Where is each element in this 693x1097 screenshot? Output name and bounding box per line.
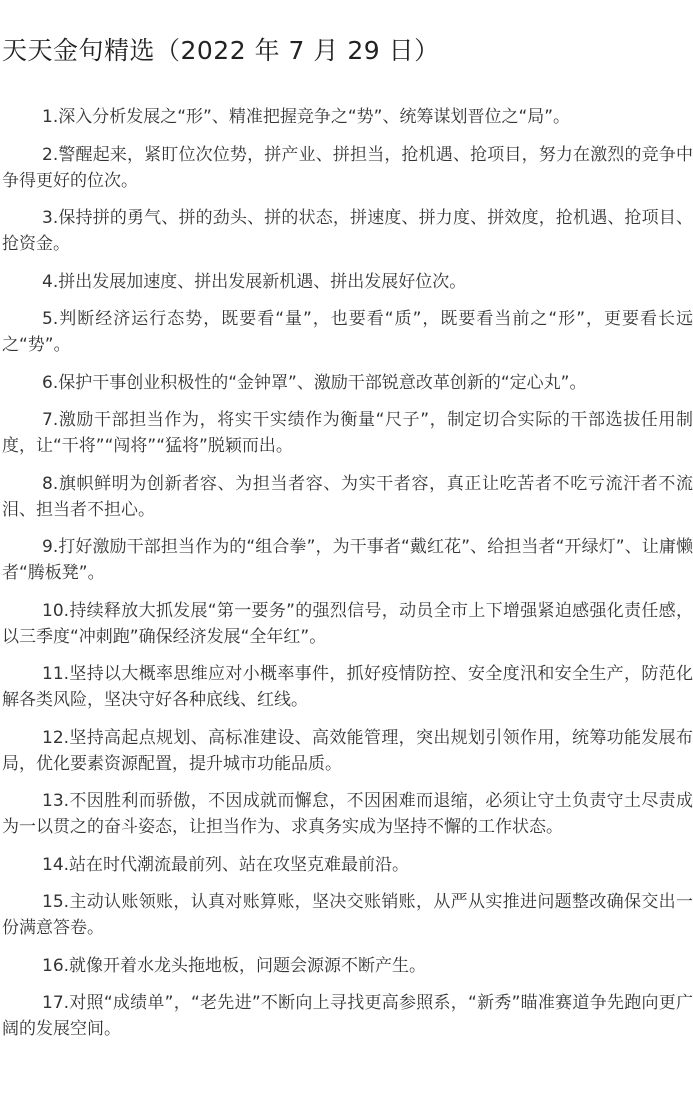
quote-item: 9.打好激励干部担当作为的“组合拳”，为干事者“戴红花”、给担当者“开绿灯”、让庸懒者“腾板凳”。 bbox=[2, 537, 693, 583]
quote-item: 10.持续释放大抓发展“第一要务”的强烈信号，动员全市上下增强紧迫感强化责任感，以三季度“冲刺跑”确保经济发展“全年红”。 bbox=[2, 600, 693, 647]
quote-item: 8.旗帜鲜明为创新者容、为担当者容、为实干者容，真正让吃苦者不吃亏流汗者不流泪、担当者不担心。 bbox=[2, 473, 693, 520]
quote-item: 15.主动认账领账，认真对账算账，坚决交账销账，从严从实推进问题整改确保交出一份满意答卷。 bbox=[2, 892, 693, 938]
quote-item: 14.站在时代潮流最前列、站在攻坚克难最前沿。 bbox=[42, 854, 410, 875]
quote-item: 13.不因胜利而骄傲，不因成就而懈怠，不因困难而退缩，必须让守土负责守土尽责成为一以贯之的奋斗姿态，让担当作为、求真务实成为坚持不懈的工作状态。 bbox=[2, 791, 693, 837]
quote-item: 11.坚持以大概率思维应对小概率事件，抓好疫情防控、安全度汛和安全生产，防范化解各类风险，坚决守好各种底线、红线。 bbox=[2, 664, 693, 710]
quote-item: 12.坚持高起点规划、高标准建设、高效能管理，突出规划引领作用，统筹功能发展布局，优化要素资源配置，提升城市功能品质。 bbox=[2, 727, 693, 774]
quote-item: 3.保持拼的勇气、拼的劲头、拼的状态，拼速度、拼力度、拼效度，抢机遇、抢项目、抢资金。 bbox=[2, 208, 693, 254]
quote-item: 7.激励干部担当作为，将实干实绩作为衡量“尺子”，制定切合实际的干部选拔任用制度，让“干将”“闯将”“猛将”脱颖而出。 bbox=[2, 410, 693, 456]
page-title: 天天金句精选（2022 年 7 月 29 日） bbox=[2, 36, 440, 65]
quote-item: 4.拼出发展加速度、拼出发展新机遇、拼出发展好位次。 bbox=[42, 271, 467, 292]
quote-item: 6.保护干事创业积极性的“金钟罩”、激励干部锐意改革创新的“定心丸”。 bbox=[42, 372, 587, 393]
quote-item: 1.深入分析发展之“形”、精准把握竞争之“势”、统筹谋划晋位之“局”。 bbox=[42, 107, 571, 127]
quote-item: 2.警醒起来，紧盯位次位势，拼产业、拼担当，抢机遇、抢项目，努力在激烈的竞争中争得更好的位次。 bbox=[2, 144, 693, 191]
quote-item: 16.就像开着水龙头拖地板，问题会源源不断产生。 bbox=[42, 955, 427, 976]
quote-item: 17.对照“成绩单”，“老先进”不断向上寻找更高参照系，“新秀”瞄准赛道争先跑向更广阔的发展空间。 bbox=[2, 993, 693, 1039]
quote-item: 5.判断经济运行态势，既要看“量”，也要看“质”，既要看当前之“形”，更要看长远之“势”。 bbox=[2, 309, 693, 355]
quote-list bbox=[2, 104, 693, 1042]
